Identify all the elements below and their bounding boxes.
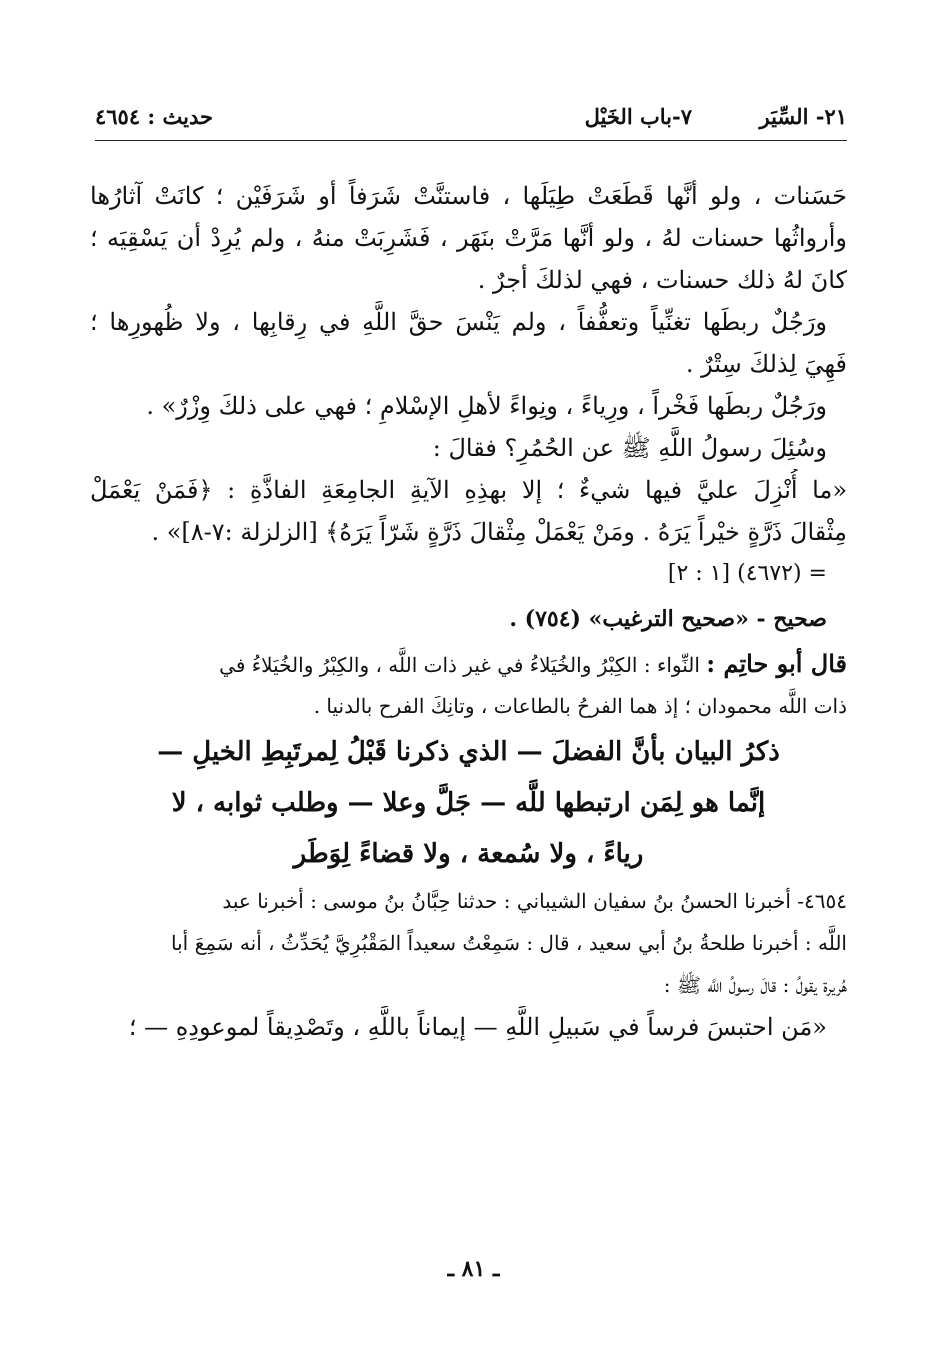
hadith-chain-line: ٤٦٥٤- أخبرنا الحسنُ بنُ سفيان الشيباني : حدثنا حِبَّانُ بنُ موسى : أخبرنا عبد — [222, 889, 847, 913]
text-line: ورَجُلٌ ربطَها تغنِّياً وتعفُّفاً ، ولم يَنْسَ حقَّ اللَّهِ في رِقابِها ، ولا ظُهورِها ؛ — [90, 308, 827, 336]
book-title: ٢١- السِّيَر — [759, 104, 847, 129]
hadith-chain-line: اللَّه : أخبرنا طلحةُ بنُ أبي سعيد ، قال : سَمِعْتُ سعيداً المَقْبُرِيَّ يُحَدِّثُ ، أنه سَمِعَ أبا — [171, 931, 847, 955]
hadith-number: حديث : ٤٦٥٤ — [95, 104, 213, 129]
text-line: ورَجُلٌ ربطَها فَخْراً ، ورِياءً ، ونِواءً لأهلِ الإسْلامِ ؛ فهي على ذلكَ وِزْرٌ» . — [146, 392, 827, 420]
text-line: «ما أُنْزِلَ عليَّ فيها شيءٌ ؛ إلا بهذِهِ الآيةِ الجامِعَةِ الفاذَّةِ : ﴿فَمَنْ يَعْمَلْ — [90, 476, 847, 504]
hadith-chain-line: هُريرة يقولُ : قالَ رسولُ اللَّه ﷺ : — [663, 973, 847, 997]
text-line: فَهِيَ لِذلكَ سِتْرٌ . — [685, 350, 847, 378]
section-heading-line: ذكرُ البيان بأنَّ الفضلَ — الذي ذكرنا قَبْلُ لِمرتَبِطِ الخيلِ — — [157, 737, 780, 767]
section-heading-line: إنَّما هو لِمَن ارتبطها للَّه — جَلَّ وعلا — وطلب ثوابه ، لا — [171, 788, 766, 818]
takhrij-reference: = (٤٦٧٢) [١ : ٢] — [667, 561, 827, 586]
page-header — [95, 100, 847, 141]
abu-hatim-comment — [90, 643, 847, 685]
text-line: حَسَنات ، ولو أنَّها قَطَعَتْ طِيَلَها ، فاستنَّتْ شَرَفاً أو شَرَفَيْن ؛ كانَتْ آثارُها — [90, 182, 847, 210]
text-line: وسُئِلَ رسولُ اللَّهِ ﷺ عن الحُمُرِ؟ فقالَ : — [432, 434, 827, 462]
abu-hatim-lead: قال أبو حاتِم : — [706, 649, 847, 678]
abu-hatim-text-line2: ذات اللَّه محمودان ؛ إذ هما الفرحُ بالطاعات ، وتانِكَ الفرح بالدنيا . — [313, 694, 847, 718]
page-number: ـ ٨١ ـ — [447, 1256, 500, 1282]
text-line: كانَ لهُ ذلك حسنات ، فهي لذلكَ أجرٌ . — [477, 266, 847, 294]
page-body — [90, 175, 847, 1048]
text-line: مِثْقالَ ذَرَّةٍ خيْراً يَرَهُ . ومَنْ يَعْمَلْ مِثْقالَ ذَرَّةٍ شَرّاً يَرَهُ﴾ [الزلزلة :٧-٨]» . — [151, 518, 847, 546]
hadith-text-line: «مَن احتبسَ فرساً في سَبيلِ اللَّهِ — إيماناً باللَّهِ ، وتَصْدِيقاً لموعودِهِ — ؛ — [128, 1013, 827, 1041]
chapter-title: ٧-باب الخَيْل — [584, 104, 692, 129]
text-line: وأرواثُها حسنات لهُ ، ولو أنَّها مَرَّتْ بنَهَر ، فَشَرِبَتْ منهُ ، ولم يُرِدْ أن يَسْقِيَه ؛ — [90, 224, 847, 252]
section-heading-line: رياءً ، ولا سُمعة ، ولا قضاءً لِوَطَر — [293, 839, 644, 869]
abu-hatim-text: النِّواء : الكِبْرُ والخُيَلاءُ في غير ذات اللَّه ، والكِبْرُ والخُيَلاءُ في — [219, 653, 700, 677]
grading-note: صحيح - «صحيح الترغيب» (٧٥٤) . — [509, 606, 827, 632]
